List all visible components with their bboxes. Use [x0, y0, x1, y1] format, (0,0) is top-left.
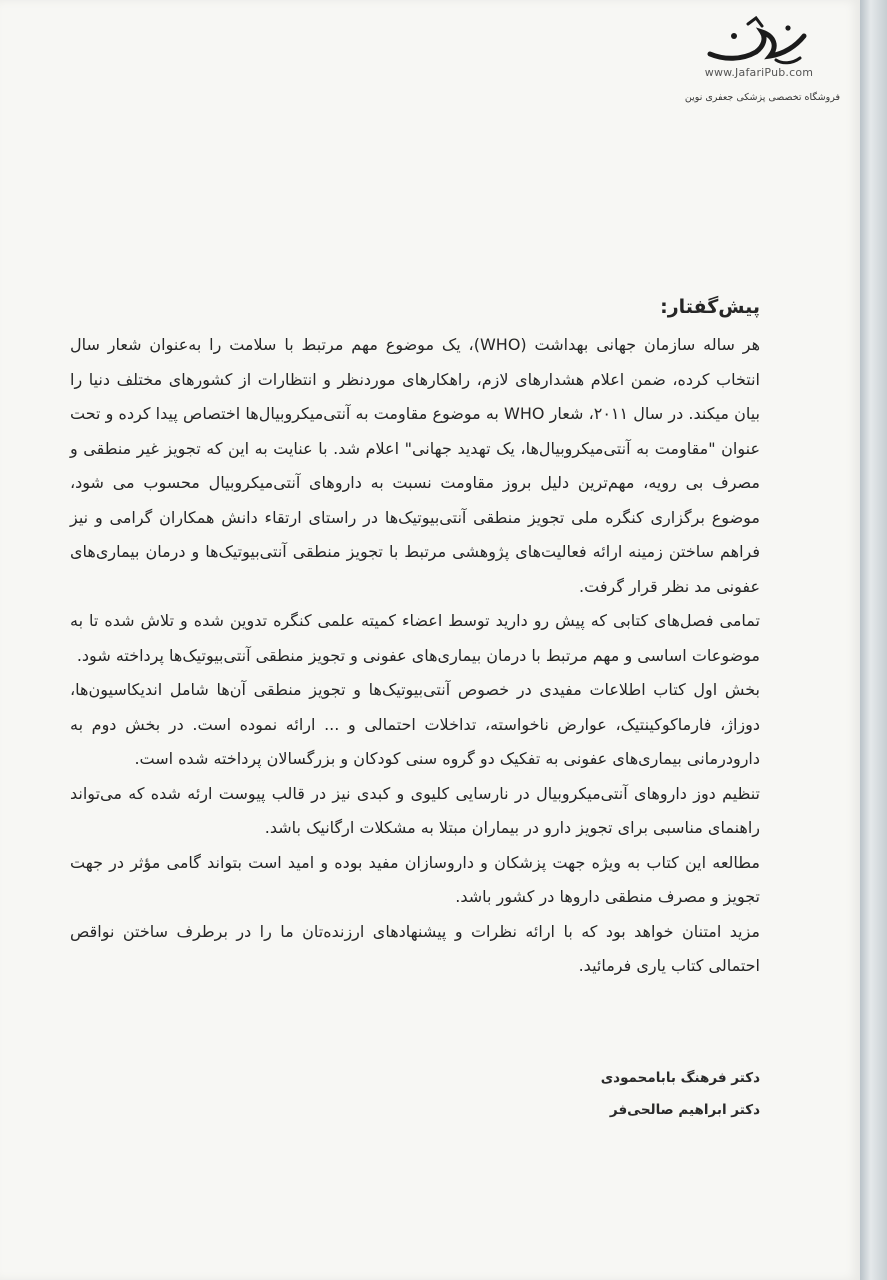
paragraph: هر ساله سازمان جهانی بهداشت (WHO)، یک موضوع مهم مرتبط با سلامت را به‌عنوان شعار سال انتخاب کرده، ضمن اعلام هشدارهای لازم، راهکارهای موردنظر و انتظارات از کشورهای مختلف دنیا را بیان میکند. در سال ۲۰۱۱، شعار WHO به موضوع مقاومت به آنتی‌میکروبیال‌ها اختصاص پیدا کرده و تحت عنوان "مقاومت به آنتی‌میکروبیال‌ها، یک تهدید جهانی" اعلام شد. با عنایت به این که تجویز غیر منطقی و مصرف بی رویه، مهم‌ترین دلیل بروز مقاومت نسبت به داروهای آنتی‌میکروبیال محسوب می شود، موضوع برگزاری کنگره ملی تجویز منطقی آنتی‌بیوتیک‌ها در راستای ارتقاء دانش همکاران گرامی و نیز فراهم ساختن زمینه ارائه فعالیت‌های پژوهشی مرتبط با تجویز منطقی آنتی‌بیوتیک‌ها و درمان بیماری‌های عفونی مد نظر قرار گرفت.: [70, 335, 761, 596]
signatures: [460, 1062, 760, 1126]
paragraph: تنظیم دوز داروهای آنتی‌میکروبیال در نارسایی کلیوی و کبدی نیز در قالب پیوست ارئه شده که می‌تواند راهنمای مناسبی برای تجویز دارو در بیماران مبتلا به مشکلات ارگانیک باشد.: [70, 783, 760, 837]
publisher-logo: [694, 16, 824, 79]
book-spine-edge: [860, 0, 887, 1280]
paragraph: تمامی فصل‌های کتابی که پیش رو دارید توسط اعضاء کمیته علمی کنگره تدوین شده و تلاش شده تا به موضوعات اساسی و مهم مرتبط با درمان بیماری‌های عفونی و تجویز منطقی آنتی‌بیوتیک‌ها پرداخته شود.: [70, 611, 760, 665]
paragraph: مزید امتنان خواهد بود که با ارائه نظرات و پیشنهادهای ارزنده‌تان ما را در برطرف ساختن نواقص احتمالی کتاب یاری فرمائید.: [70, 921, 760, 975]
publisher-url: www.JafariPub.com: [704, 66, 814, 79]
page-title: پیش‌گفتار:: [660, 296, 760, 318]
paragraph: مطالعه این کتاب به ویژه جهت پزشکان و داروسازان مفید بوده و امید است بتواند گامی مؤثر در جهت تجویز و مصرف منطقی داروها در کشور باشد.: [70, 852, 760, 906]
publisher-logo-icon: [704, 16, 814, 68]
signature-author-2: دکتر ابراهیم صالحی‌فر: [609, 1102, 760, 1118]
publisher-caption: فروشگاه تخصصی پزشکی جعفری نوین: [684, 92, 840, 103]
preface-content: [70, 290, 760, 984]
signature-author-1: دکتر فرهنگ بابامحمودی: [600, 1070, 760, 1086]
paragraph: بخش اول کتاب اطلاعات مفیدی در خصوص آنتی‌بیوتیک‌ها و تجویز منطقی آن‌ها شامل اندیکاسیون‌ها، دوزاژ، فارماکوکینتیک، عوارض ناخواسته، تداخلات احتمالی و ... ارائه نموده است. در بخش دوم به دارودرمانی بیماری‌های عفونی به تفکیک دو گروه سنی کودکان و بزرگسالان پرداخته شده است.: [70, 680, 760, 768]
